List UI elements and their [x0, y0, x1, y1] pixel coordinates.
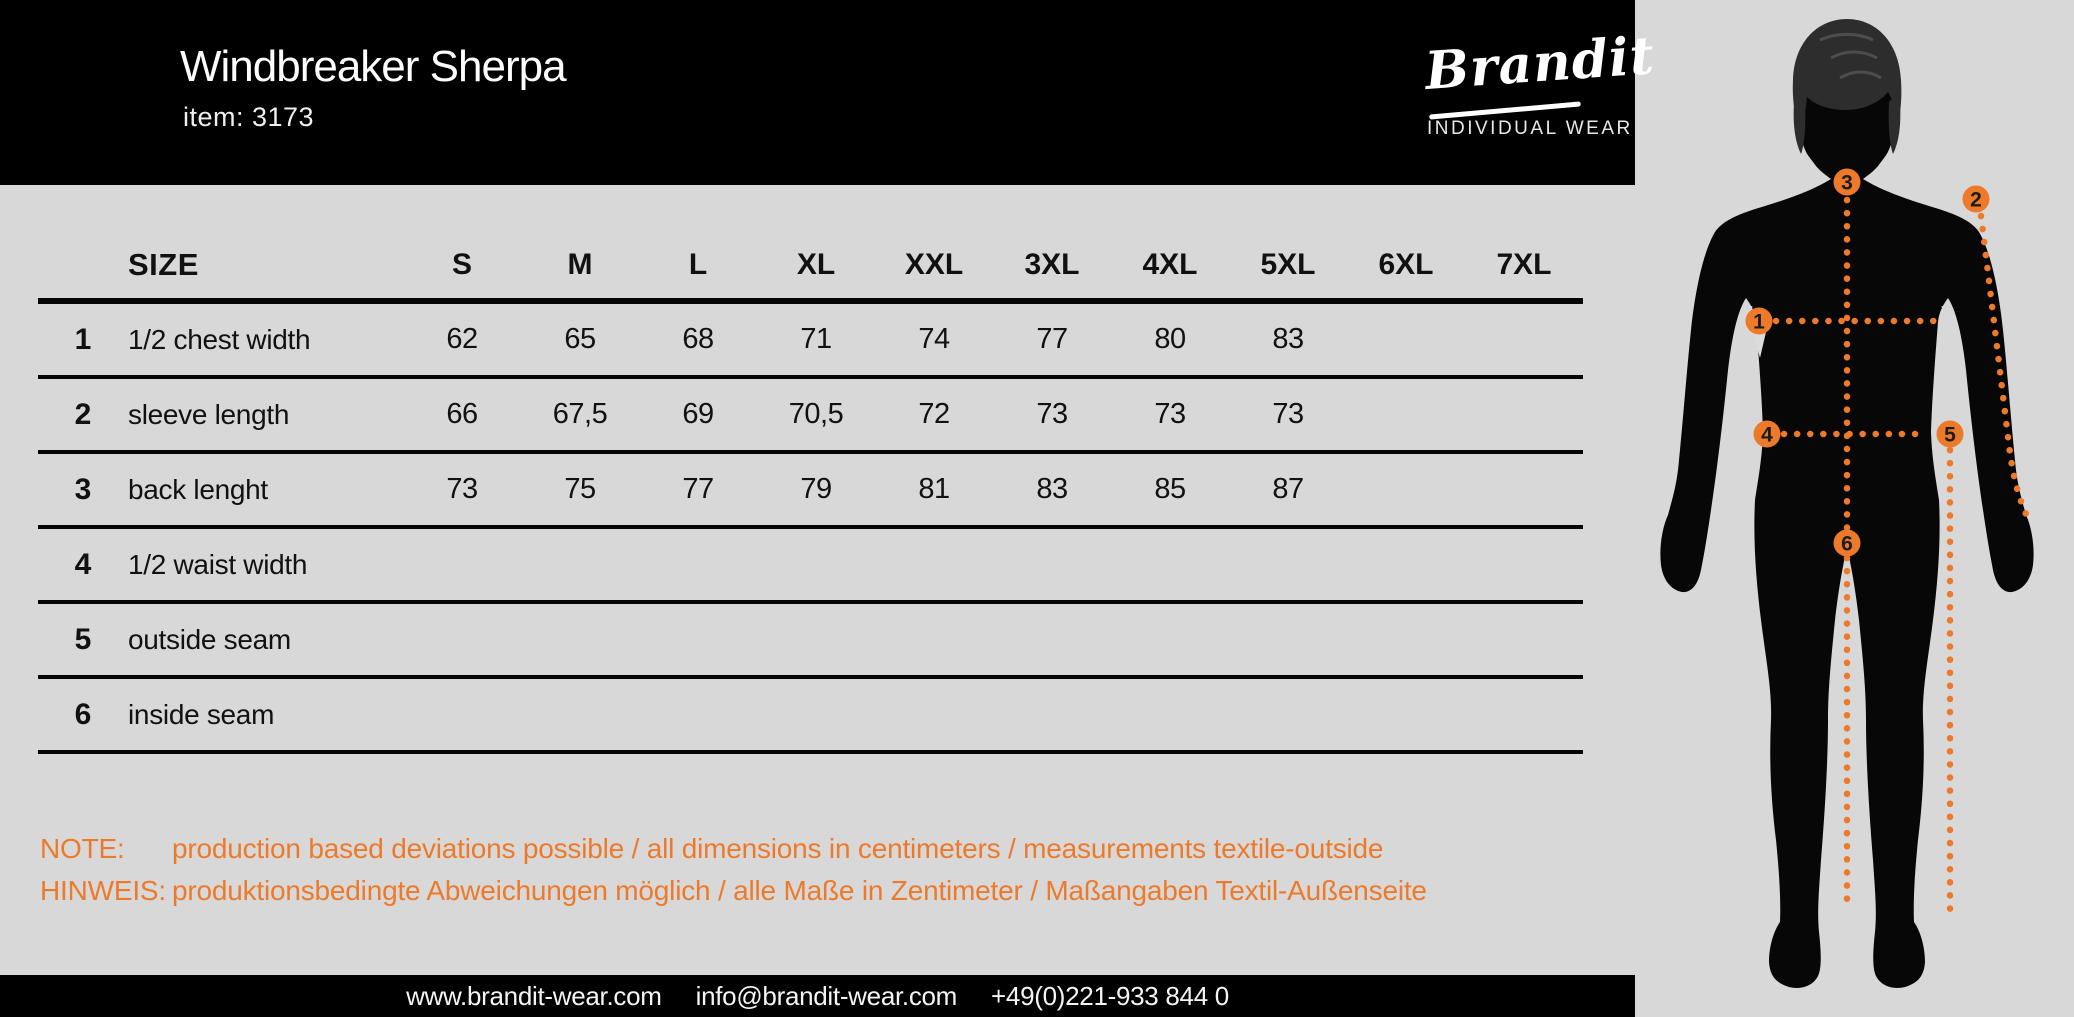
table-row	[38, 304, 1583, 379]
item-number: item: 3173	[183, 102, 315, 132]
measurement-figure	[1635, 0, 2074, 1017]
table-row	[38, 379, 1583, 454]
size-value-cell: 77	[682, 473, 714, 505]
note-line-en	[40, 828, 1427, 870]
row-label: 1/2 chest width	[128, 323, 311, 355]
svg-text:5: 5	[1944, 423, 1956, 447]
size-value-cell: 72	[918, 398, 950, 430]
size-column-header-4XL: 4XL	[1142, 248, 1198, 281]
header-bar	[0, 0, 1657, 185]
svg-text:3: 3	[1841, 171, 1853, 195]
size-value-cell: 73	[1036, 398, 1068, 430]
size-table-corner-label: SIZE	[128, 247, 199, 282]
row-label: back lenght	[128, 473, 268, 505]
size-value-cell: 74	[918, 323, 950, 355]
size-value-cell: 70,5	[788, 398, 844, 430]
size-value-cell: 69	[682, 398, 714, 430]
row-label: sleeve length	[128, 398, 290, 430]
size-column-header-5XL: 5XL	[1260, 248, 1316, 281]
measurement-marker-2	[1963, 186, 1990, 213]
measurement-marker-4	[1754, 421, 1781, 448]
size-column-header-7XL: 7XL	[1496, 248, 1552, 281]
size-value-cell: 87	[1272, 473, 1304, 505]
footer-email: info@brandit-wear.com	[695, 980, 958, 1011]
brand-logo-script: Brandit	[1423, 25, 1657, 102]
size-value-cell: 73	[1154, 398, 1186, 430]
size-column-header-L: L	[688, 248, 708, 281]
row-number: 5	[74, 622, 92, 656]
notes-block	[40, 828, 1427, 912]
table-row	[38, 529, 1583, 604]
size-table-body	[38, 304, 1583, 754]
row-label: inside seam	[128, 698, 275, 730]
size-column-header-6XL: 6XL	[1378, 248, 1434, 281]
size-value-cell: 77	[1036, 323, 1068, 355]
size-column-header-XXL: XXL	[904, 248, 964, 281]
size-column-header-M: M	[567, 248, 593, 281]
size-value-cell: 80	[1154, 323, 1186, 355]
svg-text:2: 2	[1970, 188, 1982, 212]
table-row	[38, 604, 1583, 679]
measurement-marker-6	[1834, 530, 1861, 557]
row-label: outside seam	[128, 623, 291, 655]
footer-phone: +49(0)221-933 844 0	[991, 980, 1229, 1011]
size-value-cell: 83	[1036, 473, 1068, 505]
size-value-cell: 68	[682, 323, 714, 355]
size-table-header	[38, 232, 1583, 304]
measurement-marker-3	[1834, 169, 1861, 196]
size-value-cell: 71	[800, 323, 832, 355]
hinweis-label: HINWEIS:	[40, 875, 166, 906]
size-value-cell: 85	[1154, 473, 1186, 505]
row-number: 6	[74, 697, 92, 731]
svg-text:1: 1	[1753, 310, 1765, 334]
row-number: 4	[74, 547, 92, 581]
size-value-cell: 67,5	[552, 398, 608, 430]
size-value-cell: 65	[564, 323, 596, 355]
size-value-cell: 62	[446, 323, 478, 355]
hinweis-text: produktionsbedingte Abweichungen möglich / alle Maße in Zentimeter / Maßangaben Textil-Außenseite	[172, 875, 1427, 906]
table-row	[38, 679, 1583, 754]
footer-bar	[0, 975, 1635, 1017]
size-value-cell: 73	[446, 473, 478, 505]
note-label: NOTE:	[40, 833, 125, 864]
size-value-cell: 66	[446, 398, 478, 430]
note-line-de	[40, 870, 1427, 912]
brand-logo	[1423, 25, 1657, 139]
row-label: 1/2 waist width	[128, 548, 308, 580]
size-value-cell: 73	[1272, 398, 1304, 430]
footer-website: www.brandit-wear.com	[406, 980, 662, 1011]
size-table	[38, 232, 1583, 754]
row-number: 2	[74, 397, 92, 431]
measurement-marker-5	[1937, 421, 1964, 448]
brand-tagline: INDIVIDUAL WEAR	[1427, 118, 1633, 139]
table-row	[38, 454, 1583, 529]
measurement-marker-1	[1746, 308, 1773, 335]
size-value-cell: 81	[918, 473, 950, 505]
product-title: Windbreaker Sherpa	[180, 42, 566, 91]
size-value-cell: 83	[1272, 323, 1304, 355]
svg-text:4: 4	[1761, 423, 1773, 447]
size-column-header-XL: XL	[796, 248, 836, 281]
size-value-cell: 79	[800, 473, 832, 505]
size-column-header-3XL: 3XL	[1024, 248, 1080, 281]
row-number: 1	[74, 322, 92, 356]
size-value-cell: 75	[564, 473, 596, 505]
svg-text:6: 6	[1841, 532, 1853, 556]
note-text: production based deviations possible / all dimensions in centimeters / measurements textile-outside	[172, 833, 1384, 864]
size-column-header-S: S	[451, 248, 472, 281]
brand-logo-underline	[1429, 101, 1581, 119]
row-number: 3	[74, 472, 92, 506]
